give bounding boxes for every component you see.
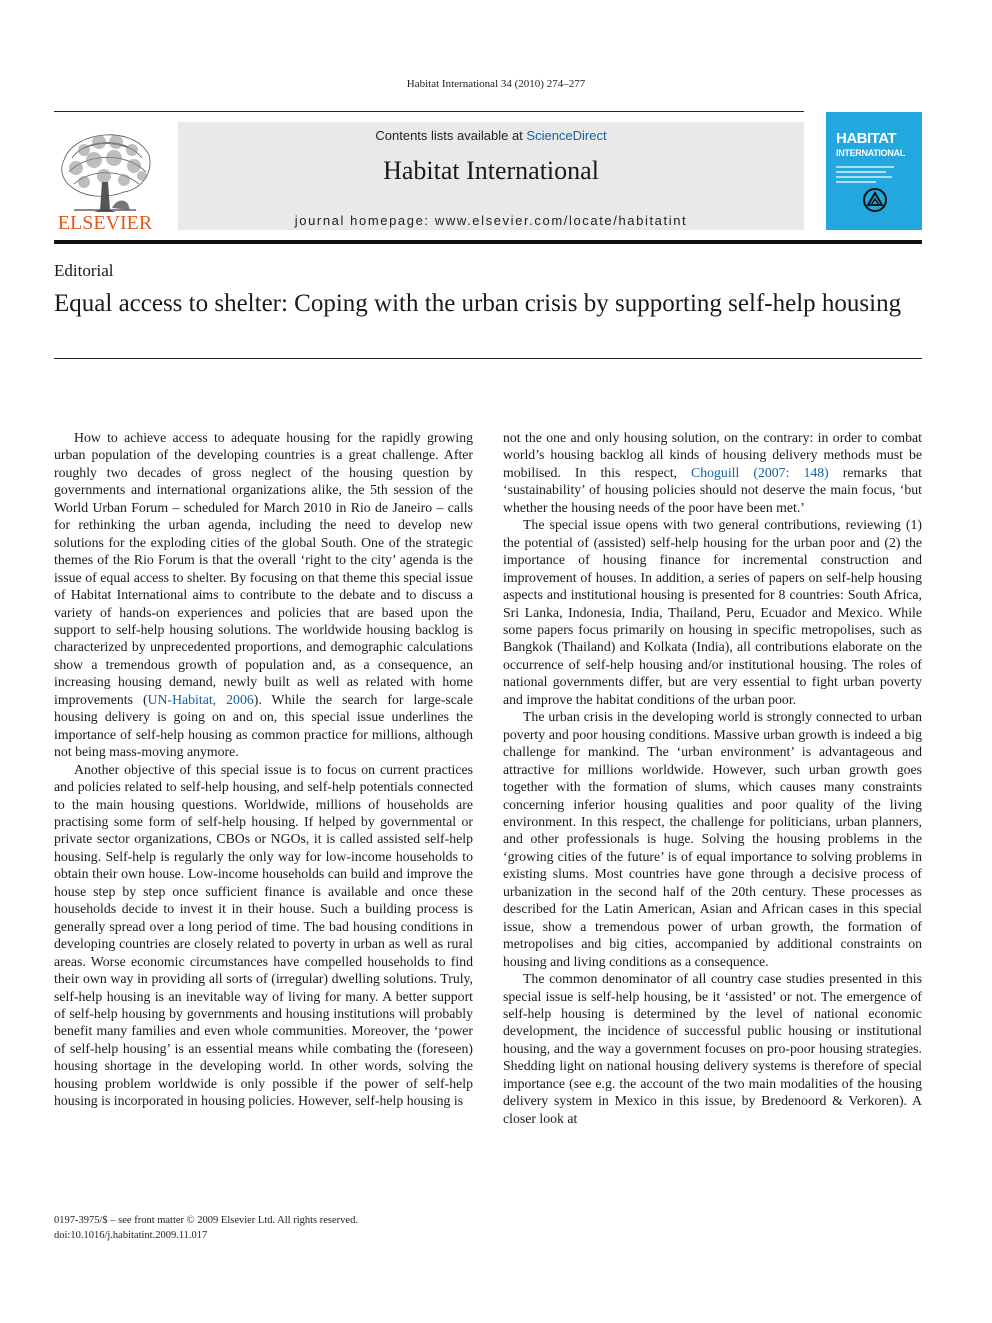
citation-link[interactable]: UN-Habitat, 2006 — [147, 691, 254, 707]
elsevier-wordmark[interactable]: ELSEVIER — [57, 212, 153, 234]
paragraph: The urban crisis in the developing world is strongly connected to urban poverty and poor housing conditions. Massive urban growth is indeed a big challenge for mankind. The ‘urban environment’ is advantageous and attractive for millions worldwide. However, such urban growth goes together with the formation of slums, which causes many constraints concerning inferior housing qualities and poor quality of the living environment. In this respect, the challenge for politicians, urban planners, and other professionals is huge. Solving the housing problems in the ‘growing cities of the future’ is of equal importance to solving problems in existing slums. Most countries have gone through a decisive process of urbanization in the second half of the 20th century. These processes as described for the Latin American, Asian and African cases in this special issue, show a tremendous power of urban growth, the formation of metropolises and big cities, accompanied by additional constraints on housing and living conditions as a consequence. — [503, 709, 922, 969]
body-column-left — [54, 429, 473, 1110]
contents-prefix: Contents lists available at — [375, 128, 527, 143]
journal-title[interactable]: Habitat International — [383, 156, 599, 185]
article-type: Editorial — [54, 261, 114, 280]
article-footer — [54, 1213, 358, 1243]
contents-availability — [178, 128, 804, 143]
header-top-rule — [54, 111, 804, 112]
copyright-line: 0197-3975/$ – see front matter © 2009 Elsevier Ltd. All rights reserved. — [54, 1215, 358, 1226]
cover-emblem-icon — [862, 187, 888, 213]
article-title: Equal access to shelter: Coping with the urban crisis by supporting self-help housing — [54, 290, 902, 317]
body-column-right — [503, 429, 922, 1127]
journal-banner — [178, 122, 804, 230]
paragraph: The common denominator of all country case studies presented in this special issue is self-help housing, be it ‘assisted’ or not. The emergence of self-help housing is determined by the level of national economic development, the incidence of successful public housing or institutional housing, and the way a government focuses on pro-poor housing strategies. Shedding light on national housing delivery systems is therefore of special importance (see e.g. the account of the two main modalities of the housing delivery system in Mexico in this issue, by Bredenoord & Verkoren). A closer look at — [503, 971, 922, 1126]
cover-title-line2: INTERNATIONAL — [836, 148, 905, 158]
journal-cover-thumbnail[interactable] — [826, 112, 922, 230]
doi-line[interactable]: doi:10.1016/j.habitatint.2009.11.017 — [54, 1230, 208, 1241]
paragraph-text: remarks that ‘sustainability’ of housing policies should not deserve the main focus, ‘but whether the housing needs of the poor have been met.’ — [503, 464, 922, 515]
journal-homepage[interactable]: journal homepage: www.elsevier.com/locate/habitatint — [294, 213, 688, 228]
citation-link[interactable]: Choguill (2007: 148) — [691, 464, 829, 480]
title-rule — [54, 358, 922, 359]
paragraph-text: not the one and only housing solution, on the contrary: in order to combat world’s housing backlog all kinds of housing delivery methods must be mobilised. In this respect, — [503, 430, 922, 480]
running-head: Habitat International 34 (2010) 274–277 — [406, 78, 586, 90]
paragraph: The special issue opens with two general contributions, reviewing (1) the potential of (assisted) self-help housing for the urban poor and (2) the importance of housing finance for incremental construction and improvement of houses. In addition, a series of papers on self-help housing aspects and institutional housing is presented for 8 countries: South Africa, Sri Lanka, Indonesia, India, Thailand, Peru, Ecuador and Mexico. While some papers focus primarily on housing in specific metropolises, such as Bangkok (Thailand) and Kolkata (India), all contributions elaborate on the occurrence of self-help housing and/or institutional housing. The roles of national governments differ, but are very essential to fight urban poverty and improve the habitat conditions of the urban poor. — [503, 517, 922, 707]
paragraph — [54, 429, 473, 761]
paragraph-text: ). While the search for large-scale housing delivery is going on and on, this special issue underlines the importance of self-help housing as common practice for millions, although not being mass-moving anymore. — [54, 691, 474, 760]
paragraph: Another objective of this special issue is to focus on current practices and policies related to self-help housing, and self-help potentials connected to the main housing questions. Worldwide, millions of households are practising some form of self-help housing. If helped by governmental or private sector organizations, CBOs or NGOs, it is called assisted self-help housing. Self-help is regularly the only way for low-income households to obtain their own house. Low-income households can build and improve the house step by step once sufficient finance is available and once these households decide to invest it in their house. Such a building process is generally spread over a long period of time. The bad housing conditions in developing countries are closely related to poverty in urban as well as rural areas. Worse economic circumstances have compelled households to find their own way in providing all sorts of (irregular) dwelling solutions. Truly, self-help housing is an inevitable way of living for many. A better support of self-help housing by governments and housing institutions will probably benefit many families and even whole communities. Moreover, the ‘power of self-help housing’ is an essential means while combating the (foreseen) housing shortage in the developing world. In other words, solving the housing problem worldwide is only possible if the power of self-help housing is incorporated in housing policies. However, self-help housing is — [54, 761, 473, 1109]
cover-text-lines — [836, 166, 896, 186]
paragraph-text: How to achieve access to adequate housing for the rapidly growing urban population of the developing countries is a great challenge. After roughly two decades of gross neglect of the housing question by governments and international organizations alike, the 5th session of the World Urban Forum – scheduled for March 2010 in Rio de Janeiro – calls for rethinking the urban agenda, including the need to develop new solutions for the exploding cities of the global South. One of the strategic themes of the Rio Forum is that the overall ‘right to the city’ agenda is the issue of equal access to shelter. By focusing on that theme this special issue of Habitat International aims to contribute to the debate and to discuss a variety of hands-on experiences and policies that are based upon the support to self-help housing solutions. The worldwide housing backlog is characterized by unprecedented proportions, and demographic calculations show a tremendous growth of population and, as a consequence, an increasing housing demand, newly built as well as related with home improvements ( — [54, 430, 473, 707]
paragraph — [503, 429, 922, 516]
cover-title-line1: HABITAT — [836, 130, 897, 147]
cover-title — [836, 132, 920, 160]
sciencedirect-link[interactable]: ScienceDirect — [526, 128, 607, 143]
header-thick-rule — [54, 240, 922, 244]
